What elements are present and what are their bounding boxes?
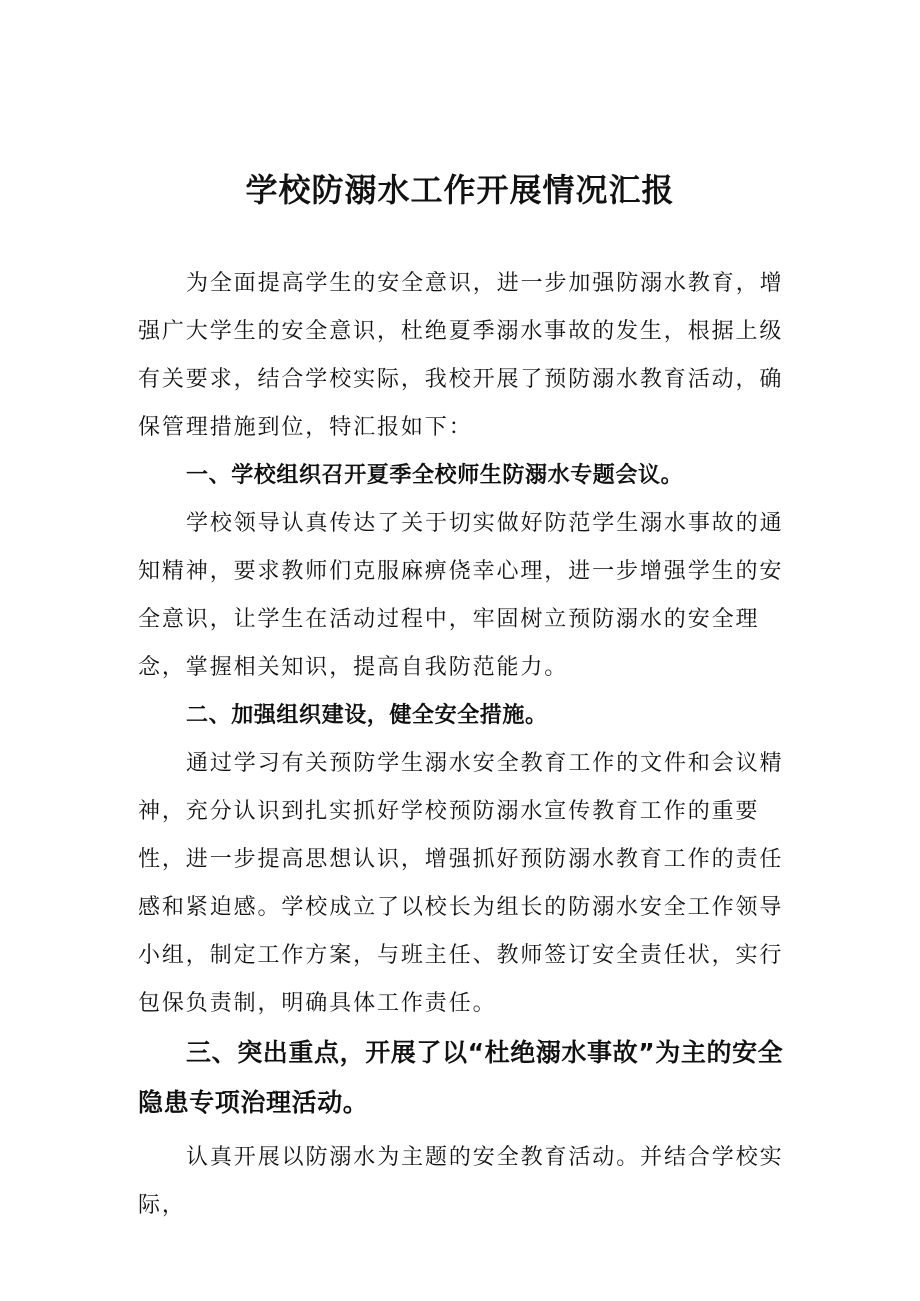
section-1-body: 学校领导认真传达了关于切实做好防范学生溺水事故的通知精神，要求教师们克服麻痹侥幸心理，进一步增强学生的安全意识，让学生在活动过程中，牢固树立预防溺水的安全理念，掌握相关知识，提高自我防范能力。: [138, 511, 784, 680]
section-2-body: 通过学习有关预防学生溺水安全教育工作的文件和会议精神，充分认识到扎实抓好学校预防溺水宣传教育工作的重要性，进一步提高思想认识，增强抓好预防溺水教育工作的责任感和紧迫感。学校成立了以校长为组长的防溺水安全工作领导小组，制定工作方案，与班主任、教师签订安全责任状，实行包保负责制，明确具体工作责任。: [138, 751, 784, 1016]
section-3-body: 认真开展以防溺水为主题的安全教育活动。并结合学校实际，: [138, 1145, 784, 1218]
section-2-heading: 二、加强组织建设，健全安全措施。: [186, 703, 548, 728]
section-1-heading: 一、学校组织召开夏季全校师生防溺水专题会议。: [186, 463, 684, 488]
document-title: 学校防溺水工作开展情况汇报: [245, 171, 675, 209]
section-3-heading: 三、突出重点，开展了以“杜绝溺水事故”为主的安全隐患专项治理活动。: [138, 1038, 784, 1117]
intro-paragraph: 为全面提高学生的安全意识，进一步加强防溺水教育，增强广大学生的安全意识，杜绝夏季溺水事故的发生，根据上级有关要求，结合学校实际，我校开展了预防溺水教育活动，确保管理措施到位，特汇报如下：: [138, 271, 784, 440]
